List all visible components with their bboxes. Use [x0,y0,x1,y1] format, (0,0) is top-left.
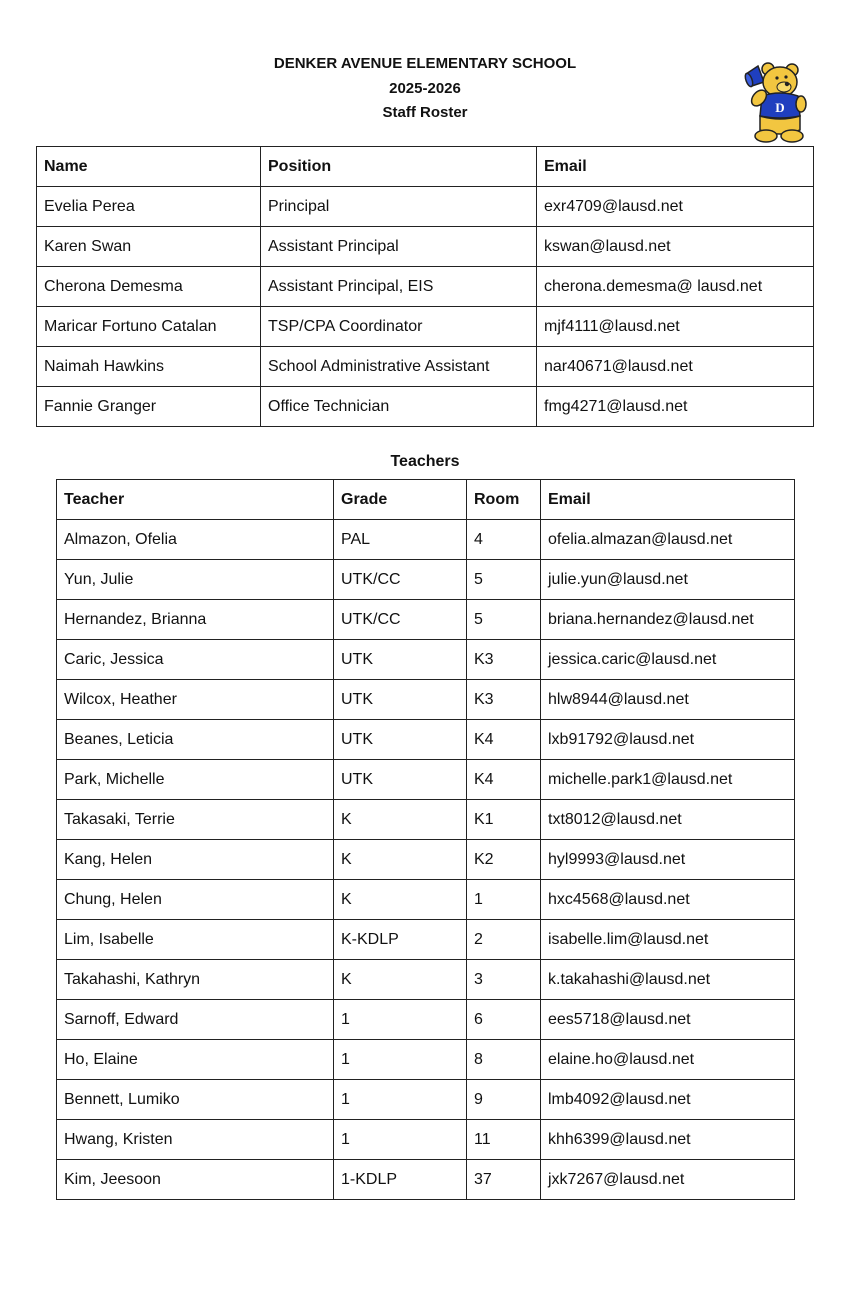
table-row [57,960,795,1000]
teacher-room-cell: 11 [467,1120,541,1160]
teacher-name-cell: Park, Michelle [57,760,334,800]
staff-table [36,146,814,427]
table-row [57,760,795,800]
table-row [37,227,814,267]
staff-name-cell: Naimah Hawkins [37,347,261,387]
teacher-room-cell: 1 [467,880,541,920]
teacher-grade-cell: UTK [334,720,467,760]
teacher-grade-cell: K [334,840,467,880]
name-column-header: Name [37,147,261,187]
staff-position-cell: TSP/CPA Coordinator [261,307,537,347]
staff-email-cell: mjf4111@lausd.net [537,307,814,347]
table-row [57,640,795,680]
staff-name-cell: Cherona Demesma [37,267,261,307]
bear-mascot-icon [744,60,808,144]
staff-name-cell: Maricar Fortuno Catalan [37,307,261,347]
teacher-grade-cell: K [334,800,467,840]
teacher-grade-cell: K-KDLP [334,920,467,960]
roster-title: Staff Roster [382,104,468,121]
staff-email-cell: cherona.demesma@ lausd.net [537,267,814,307]
teacher-room-cell: 5 [467,600,541,640]
staff-email-cell: exr4709@lausd.net [537,187,814,227]
table-row [57,1080,795,1120]
teacher-column-header: Teacher [57,480,334,520]
mascot-letter: D [775,100,785,115]
table-row [57,800,795,840]
staff-name-cell: Fannie Granger [37,387,261,427]
table-row [57,720,795,760]
teacher-email-cell: txt8012@lausd.net [541,800,795,840]
email-column-header: Email [541,480,795,520]
teacher-email-cell: michelle.park1@lausd.net [541,760,795,800]
teacher-grade-cell: 1 [334,1000,467,1040]
teacher-email-cell: jxk7267@lausd.net [541,1160,795,1200]
teacher-name-cell: Kim, Jeesoon [57,1160,334,1200]
staff-position-cell: Principal [261,187,537,227]
teacher-room-cell: 6 [467,1000,541,1040]
teacher-room-cell: 2 [467,920,541,960]
table-row [57,1160,795,1200]
table-row [57,1000,795,1040]
teacher-email-cell: hyl9993@lausd.net [541,840,795,880]
table-row [57,1120,795,1160]
teacher-room-cell: 9 [467,1080,541,1120]
teacher-room-cell: K3 [467,640,541,680]
staff-email-cell: kswan@lausd.net [537,227,814,267]
teacher-room-cell: K4 [467,760,541,800]
table-row [37,307,814,347]
teacher-name-cell: Takahashi, Kathryn [57,960,334,1000]
grade-column-header: Grade [334,480,467,520]
school-name: DENKER AVENUE ELEMENTARY SCHOOL [273,55,577,72]
teacher-email-cell: ofelia.almazan@lausd.net [541,520,795,560]
teacher-email-cell: ees5718@lausd.net [541,1000,795,1040]
teacher-email-cell: lxb91792@lausd.net [541,720,795,760]
teacher-name-cell: Yun, Julie [57,560,334,600]
teacher-name-cell: Kang, Helen [57,840,334,880]
teacher-email-cell: hxc4568@lausd.net [541,880,795,920]
staff-name-cell: Karen Swan [37,227,261,267]
staff-email-cell: fmg4271@lausd.net [537,387,814,427]
teacher-grade-cell: 1 [334,1040,467,1080]
table-row [57,680,795,720]
position-column-header: Position [261,147,537,187]
teacher-grade-cell: 1 [334,1080,467,1120]
teacher-email-cell: elaine.ho@lausd.net [541,1040,795,1080]
table-row [37,387,814,427]
teacher-name-cell: Hwang, Kristen [57,1120,334,1160]
teacher-email-cell: briana.hernandez@lausd.net [541,600,795,640]
teacher-name-cell: Lim, Isabelle [57,920,334,960]
teacher-room-cell: K1 [467,800,541,840]
teacher-email-cell: k.takahashi@lausd.net [541,960,795,1000]
teacher-grade-cell: UTK/CC [334,560,467,600]
staff-position-cell: School Administrative Assistant [261,347,537,387]
teacher-grade-cell: UTK [334,680,467,720]
staff-header-row [37,147,814,187]
table-row [57,880,795,920]
teacher-name-cell: Takasaki, Terrie [57,800,334,840]
teacher-name-cell: Bennett, Lumiko [57,1080,334,1120]
teacher-email-cell: julie.yun@lausd.net [541,560,795,600]
teacher-name-cell: Sarnoff, Edward [57,1000,334,1040]
teacher-email-cell: isabelle.lim@lausd.net [541,920,795,960]
teachers-section-title: Teachers [390,453,460,470]
teacher-name-cell: Ho, Elaine [57,1040,334,1080]
teacher-grade-cell: UTK/CC [334,600,467,640]
teacher-grade-cell: K [334,880,467,920]
table-row [57,920,795,960]
teacher-name-cell: Wilcox, Heather [57,680,334,720]
teacher-name-cell: Chung, Helen [57,880,334,920]
staff-email-cell: nar40671@lausd.net [537,347,814,387]
staff-position-cell: Assistant Principal [261,227,537,267]
teacher-grade-cell: UTK [334,760,467,800]
table-row [37,187,814,227]
teacher-email-cell: khh6399@lausd.net [541,1120,795,1160]
teachers-table [56,479,795,1200]
teacher-room-cell: K2 [467,840,541,880]
table-row [57,520,795,560]
teacher-name-cell: Almazon, Ofelia [57,520,334,560]
teacher-grade-cell: PAL [334,520,467,560]
teacher-grade-cell: 1 [334,1120,467,1160]
teacher-name-cell: Caric, Jessica [57,640,334,680]
teacher-room-cell: K3 [467,680,541,720]
teacher-email-cell: hlw8944@lausd.net [541,680,795,720]
teacher-room-cell: 37 [467,1160,541,1200]
teacher-name-cell: Hernandez, Brianna [57,600,334,640]
table-row [37,267,814,307]
table-row [57,600,795,640]
teacher-room-cell: 3 [467,960,541,1000]
table-row [57,1040,795,1080]
document-header [0,52,850,126]
teacher-email-cell: lmb4092@lausd.net [541,1080,795,1120]
school-year: 2025-2026 [389,79,461,97]
teacher-room-cell: K4 [467,720,541,760]
table-row [57,840,795,880]
table-row [57,560,795,600]
teacher-room-cell: 5 [467,560,541,600]
room-column-header: Room [467,480,541,520]
teacher-name-cell: Beanes, Leticia [57,720,334,760]
teacher-grade-cell: UTK [334,640,467,680]
teacher-grade-cell: K [334,960,467,1000]
teacher-email-cell: jessica.caric@lausd.net [541,640,795,680]
teacher-room-cell: 4 [467,520,541,560]
teachers-header-row [57,480,795,520]
staff-position-cell: Office Technician [261,387,537,427]
email-column-header: Email [537,147,814,187]
teacher-grade-cell: 1-KDLP [334,1160,467,1200]
staff-position-cell: Assistant Principal, EIS [261,267,537,307]
staff-name-cell: Evelia Perea [37,187,261,227]
teacher-room-cell: 8 [467,1040,541,1080]
table-row [37,347,814,387]
